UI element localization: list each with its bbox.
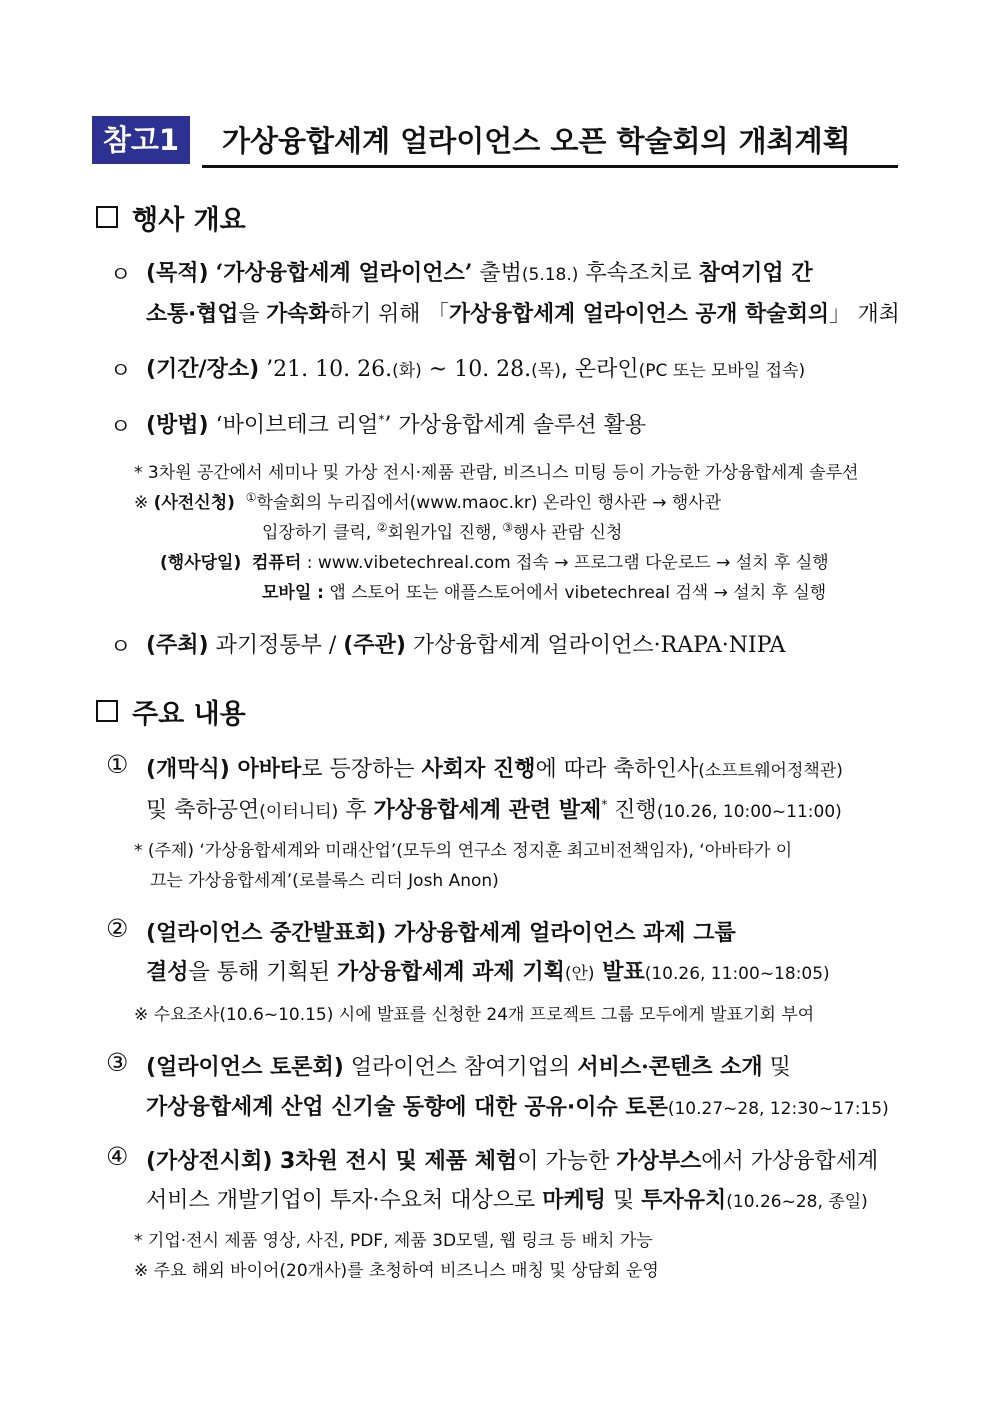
circle-bullet-icon: ㅇ	[110, 359, 132, 384]
purpose-line-1: (목적) ‘가상융합세계 얼라이언스’ 출범(5.18.) 후속조치로 참여기업 간	[146, 260, 813, 286]
item1-line-1: (개막식) 아바타로 등장하는 사회자 진행에 따라 축하인사(소프트웨어정책관)	[146, 757, 843, 782]
section-heading-main-content: 주요 내용	[96, 692, 246, 731]
item2-line-2: 결성을 통해 기획된 가상융합세계 과제 기획(안) 발표(10.26, 11:00~18:05)	[146, 960, 830, 985]
section-heading-overview: 행사 개요	[96, 198, 246, 237]
item1-line-2: 및 축하공연(이터니티) 후 가상융합세계 관련 발제* 진행(10.26, 10:00~11:00)	[146, 797, 842, 823]
event-day-pc-line: (행사당일) 컴퓨터 : www.vibetechreal.com 접속 → 프로그램 다운로드 → 설치 후 실행	[160, 553, 829, 573]
item2-line-1: (얼라이언스 중간발표회) 가상융합세계 얼라이언스 과제 그룹	[146, 920, 736, 946]
item4-line-2: 서비스 개발기업이 투자·수요처 대상으로 마케팅 및 투자유치(10.26~28, 종일)	[146, 1188, 868, 1213]
checkbox-icon	[96, 206, 118, 228]
item-number-1: ①	[106, 750, 129, 779]
circle-bullet-icon: ㅇ	[110, 415, 132, 440]
method-line: (방법) ‘바이브테크 리얼*’ 가상융합세계 솔루션 활용	[146, 412, 647, 438]
title-underline	[202, 165, 898, 168]
item-number-3: ③	[106, 1048, 129, 1077]
item-number-4: ④	[106, 1142, 129, 1171]
item2-note: ※ 수요조사(10.6~10.15) 시에 발표를 신청한 24개 프로젝트 그룹 모두에게 발표기회 부여	[134, 1005, 815, 1025]
item3-line-2: 가상융합세계 산업 신기술 동향에 대한 공유·이슈 토론(10.27~28, 12:30~17:15)	[146, 1095, 889, 1120]
purpose-line-2: 소통·협업을 가속화하기 위해 「가상융합세계 얼라이언스 공개 학술회의」 개최	[146, 302, 900, 327]
pre-registration-line-2: 입장하기 클릭, ②회원가입 진행, ③행사 관람 신청	[262, 520, 623, 543]
item4-note-2: ※ 주요 해외 바이어(20개사)를 초청하여 비즈니스 매칭 및 상담회 운영	[134, 1261, 659, 1281]
item1-note-1: * (주제) ‘가상융합세계와 미래산업’(모두의 연구소 정지훈 최고비전책임자), ‘아바타가 이	[134, 841, 793, 861]
host-line: (주최) 과기정통부 / (주관) 가상융합세계 얼라이언스·RAPA·NIPA	[146, 633, 786, 658]
event-day-mobile-line: 모바일 : 앱 스토어 또는 애플스토어에서 vibetechreal 검색 → 설치 후 실행	[262, 583, 827, 603]
circle-bullet-icon: ㅇ	[110, 635, 132, 660]
item3-line-1: (얼라이언스 토론회) 얼라이언스 참여기업의 서비스·콘텐츠 소개 및	[146, 1054, 791, 1080]
item-number-2: ②	[106, 914, 129, 943]
pre-registration-line-1: ※ (사전신청) ①학술회의 누리집에서(www.maoc.kr) 온라인 행사관 → 행사관	[134, 490, 722, 513]
item4-note-1: * 기업·전시 제품 영상, 사진, PDF, 제품 3D모델, 웹 링크 등 배치 가능	[134, 1231, 653, 1251]
circle-bullet-icon: ㅇ	[110, 263, 132, 288]
item1-note-2: 끄는 가상융합세계’(로블록스 리더 Josh Anon)	[150, 871, 499, 891]
reference-tag: 참고1	[92, 116, 190, 164]
checkbox-icon	[96, 700, 118, 722]
page-title: 가상융합세계 얼라이언스 오픈 학술회의 개최계획	[222, 124, 851, 158]
method-note: * 3차원 공간에서 세미나 및 가상 전시·제품 관람, 비즈니스 미팅 등이 가능한 가상융합세계 솔루션	[134, 463, 859, 483]
period-line: (기간/장소) ’21. 10. 26.(화) ~ 10. 28.(목), 온라인(PC 또는 모바일 접속)	[146, 357, 806, 382]
item4-line-1: (가상전시회) 3차원 전시 및 제품 체험이 가능한 가상부스에서 가상융합세계	[146, 1149, 879, 1174]
